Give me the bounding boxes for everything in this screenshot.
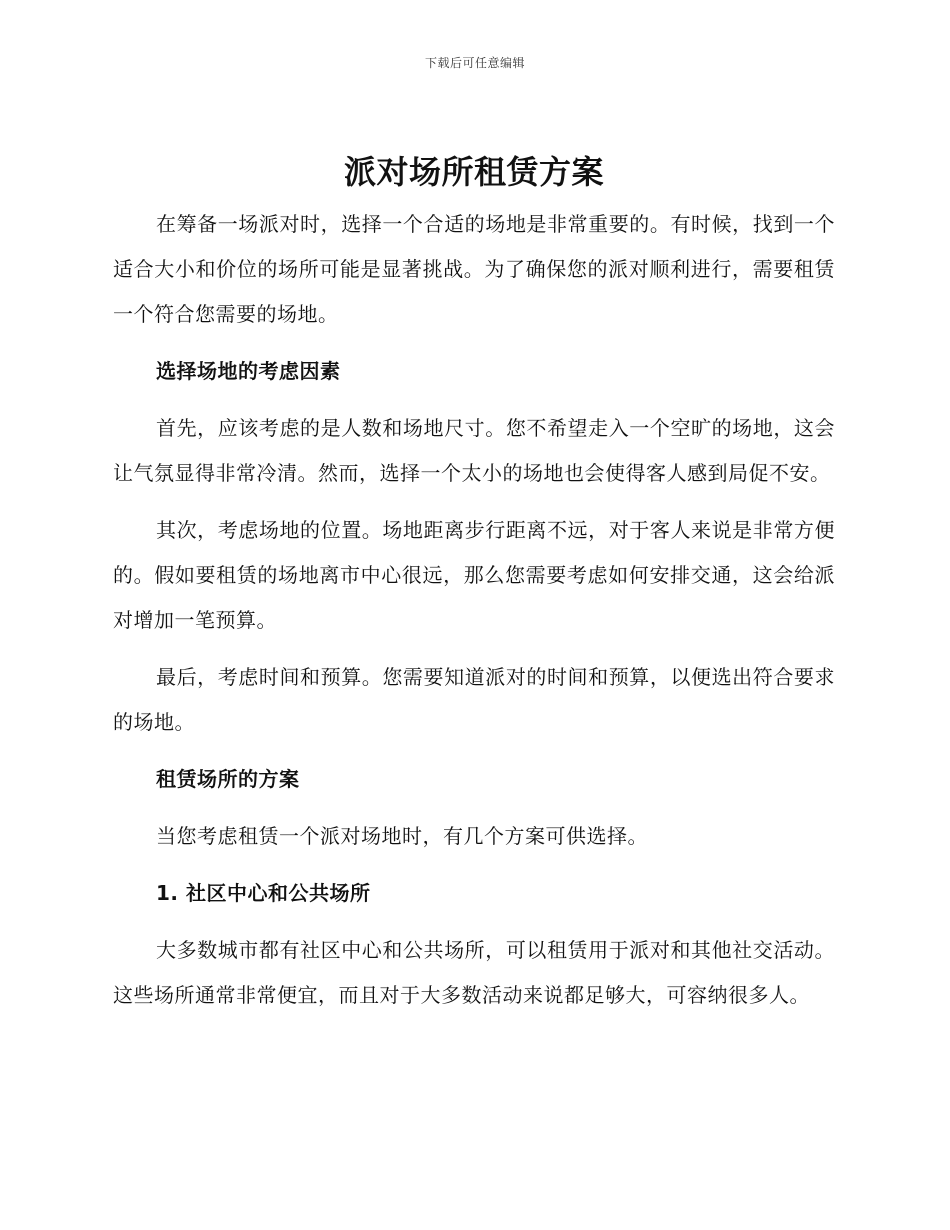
paragraph-time-budget: 最后，考虑时间和预算。您需要知道派对的时间和预算，以便选出符合要求的场地。 xyxy=(113,665,835,734)
header-note: 下载后可任意编辑 xyxy=(424,56,525,70)
paragraph-people-size: 首先，应该考虑的是人数和场地尺寸。您不希望走入一个空旷的场地，这会让气氛显得非常冷清。然而，选择一个太小的场地也会使得客人感到局促不安。 xyxy=(113,416,835,485)
document-title: 派对场所租赁方案 xyxy=(343,153,604,191)
paragraph-options-intro: 当您考虑租赁一个派对场地时，有几个方案可供选择。 xyxy=(156,824,648,848)
section-heading-rental-options: 租赁场所的方案 xyxy=(156,767,300,791)
subheading-community-centers: 1. 社区中心和公共场所 xyxy=(156,881,371,905)
intro-paragraph: 在筹备一场派对时，选择一个合适的场地是非常重要的。有时候，找到一个适合大小和价位的场所可能是显著挑战。为了确保您的派对顺利进行，需要租赁一个符合您需要的场地。 xyxy=(113,212,835,326)
section-heading-venue-factors: 选择场地的考虑因素 xyxy=(156,359,341,383)
document-body xyxy=(113,150,835,1018)
paragraph-location: 其次，考虑场地的位置。场地距离步行距离不远，对于客人来说是非常方便的。假如要租赁的场地离市中心很远，那么您需要考虑如何安排交通，这会给派对增加一笔预算。 xyxy=(113,518,835,632)
paragraph-community-centers: 大多数城市都有社区中心和公共场所，可以租赁用于派对和其他社交活动。这些场所通常非常便宜，而且对于大多数活动来说都足够大，可容纳很多人。 xyxy=(113,938,835,1007)
